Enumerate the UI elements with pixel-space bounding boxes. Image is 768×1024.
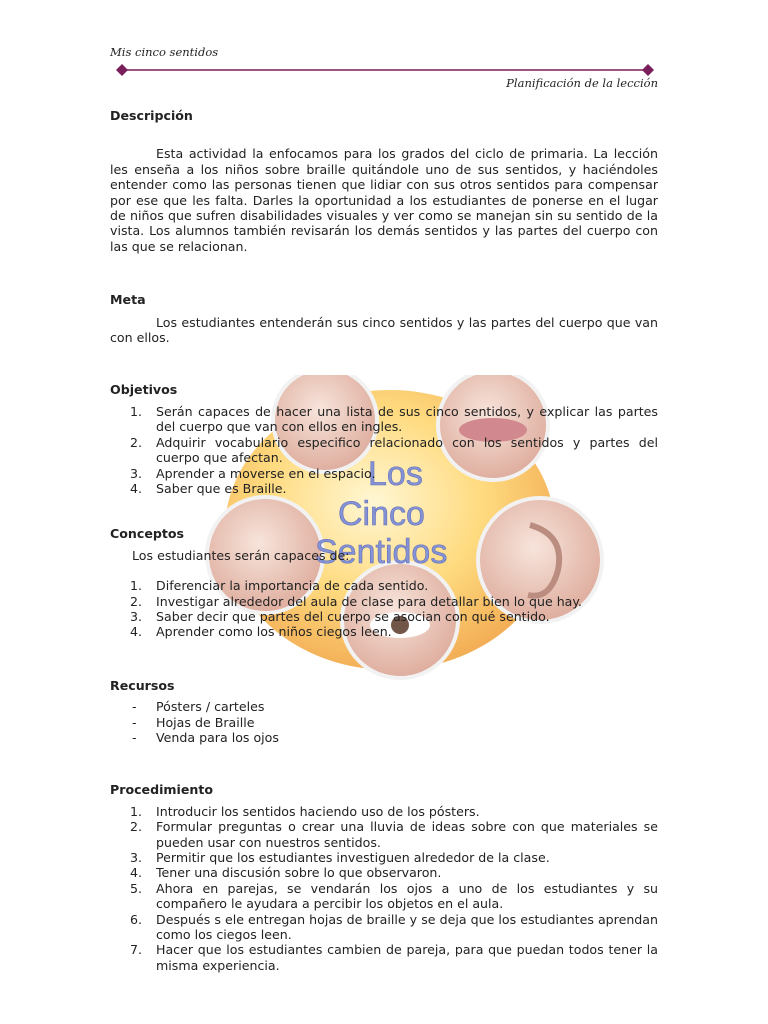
list-item: - Hojas de Braille	[132, 714, 255, 730]
list-item: - Pósters / carteles	[132, 699, 265, 715]
heading-objetivos: Objetivos	[110, 382, 178, 398]
illustration-title-line3: Sentidos	[315, 533, 448, 571]
list-item: 2. Adquirir vocabulario especifico relacionado con los sentidos y partes del cuerpo que afectan.	[130, 434, 658, 466]
heading-conceptos: Conceptos	[110, 526, 185, 542]
objetivos-list	[110, 404, 658, 496]
meta-text: Los estudiantes entenderán sus cinco sentidos y las partes del cuerpo que van con ellos.	[110, 314, 658, 346]
list-item: 3. Saber decir que partes del cuerpo se asocian con qué sentido.	[130, 608, 550, 624]
descripcion-text: Esta actividad la enfocamos para los grados del ciclo de primaria. La lección les enseña a los niños sobre braille quitándole uno de sus sentidos, y haciéndoles entender como las personas tienen que lidiar con sus otros sentidos para compensar por ese que les falta. Darles la oportunidad a los estudiantes de ponerse en el lugar de niños que sufren disabilidades visuales y ver como se manejan sin su sentido de la vista. Los alumnos también revisarán los demás sentidos y las partes del cuerpo con las que se relacionan.	[110, 146, 658, 254]
lesson-content	[110, 108, 658, 973]
list-item: 4. Aprender como los niños ciegos leen.	[130, 624, 392, 640]
list-item: 1. Introducir los sentidos haciendo uso de los pósters.	[130, 803, 480, 819]
list-item: 5. Ahora en parejas, se vendarán los ojos a uno de los estudiantes y su compañero le ayudara a percibir los objetos en el aula.	[130, 880, 658, 912]
header-divider	[116, 64, 654, 76]
list-item: 4. Saber que es Braille.	[130, 480, 287, 496]
list-item: 4. Tener una discusión sobre lo que observaron.	[130, 865, 442, 881]
list-item: 1. Serán capaces de hacer una lista de sus cinco sentidos, y explicar las partes del cuerpo que van con ellos en ingles.	[130, 403, 658, 435]
procedimiento-list	[110, 804, 658, 973]
list-item: 3. Permitir que los estudiantes investiguen alrededor de la clase.	[130, 850, 550, 865]
list-item: 1. Diferenciar la importancia de cada sentido.	[130, 578, 429, 594]
recursos-list	[110, 699, 658, 745]
heading-recursos: Recursos	[110, 677, 175, 693]
illustration-title-line2: Cinco	[338, 495, 425, 533]
heading-procedimiento: Procedimiento	[110, 782, 214, 798]
list-item: 3. Aprender a moverse en el espacio.	[130, 465, 376, 481]
list-item: - Venda para los ojos	[132, 729, 279, 745]
conceptos-intro: Los estudiantes serán capaces de:	[132, 547, 350, 563]
conceptos-list	[110, 578, 658, 640]
illustration-title-line1: Los	[368, 455, 423, 493]
list-item: 2. Investigar alrededor del aula de clase para detallar bien lo que hay.	[130, 593, 583, 609]
heading-meta: Meta	[110, 292, 146, 308]
heading-descripcion: Descripción	[110, 108, 193, 123]
list-item: 7. Hacer que los estudiantes cambien de pareja, para que puedan todos tener la misma experiencia.	[130, 942, 658, 973]
header-left-title: Mis cinco sentidos	[110, 45, 219, 59]
list-item: 2. Formular preguntas o crear una lluvia de ideas sobre con que materiales se pueden usar con nuestros sentidos.	[130, 819, 658, 850]
header-right-title: Planificación de la lección	[506, 76, 658, 90]
list-item: 6. Después s ele entregan hojas de braille y se deja que los estudiantes aprendan como los ciegos leen.	[130, 911, 658, 943]
